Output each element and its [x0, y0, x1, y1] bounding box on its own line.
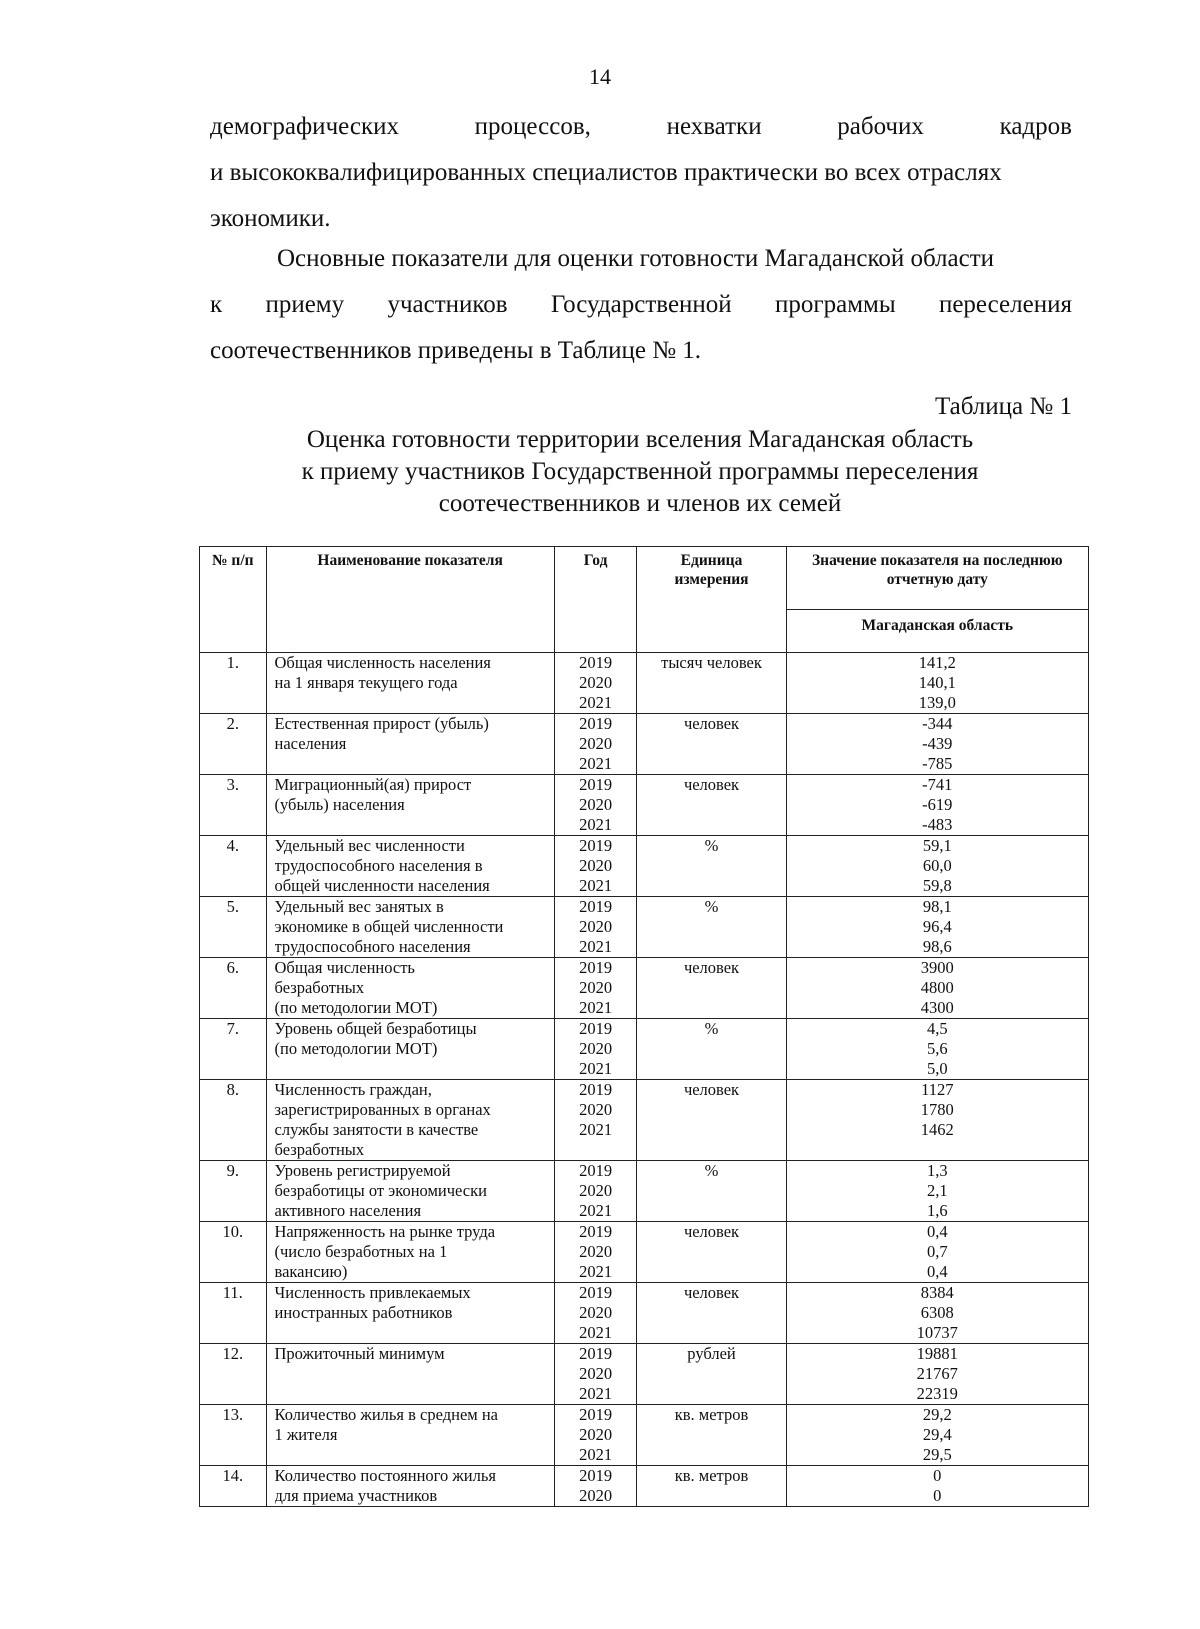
- indicator-name: [266, 958, 554, 1019]
- indicator-value: 0,4: [926, 1262, 948, 1281]
- year-value: 2020: [579, 734, 613, 753]
- indicator-value: 139,0: [918, 693, 956, 712]
- unit-cell: рублей: [637, 1344, 786, 1405]
- values-cell: [786, 1080, 1088, 1161]
- year-value: 2019: [579, 1405, 613, 1424]
- indicator-name: [266, 714, 554, 775]
- years-cell: [554, 1344, 637, 1405]
- indicator-name-line: трудоспособного населения в: [274, 856, 483, 875]
- indicator-name-line: Общая численность: [274, 958, 415, 977]
- years-cell: [554, 897, 637, 958]
- values-cell: [786, 1283, 1088, 1344]
- unit-cell: %: [637, 897, 786, 958]
- years-cell: [554, 1222, 637, 1283]
- values-cell: [786, 1344, 1088, 1405]
- year-value: 2020: [579, 673, 613, 692]
- year-value: 2021: [579, 1323, 613, 1342]
- indicator-value: -344: [922, 714, 953, 733]
- indicator-value: -483: [922, 815, 953, 834]
- indicator-name-line: трудоспособного населения: [274, 937, 471, 956]
- values-cell: [786, 1405, 1088, 1466]
- indicator-name-line: вакансию): [274, 1262, 348, 1281]
- header-value: Значение показателя на последнюю отчетную дату: [786, 547, 1088, 610]
- years-cell: [554, 958, 637, 1019]
- year-value: 2019: [579, 836, 613, 855]
- row-number: 6.: [200, 958, 267, 1019]
- unit-cell: человек: [637, 1080, 786, 1161]
- word: программы: [774, 291, 896, 318]
- indicator-name-line: населения: [274, 734, 347, 753]
- indicator-name: [266, 1019, 554, 1080]
- word: к: [210, 291, 223, 318]
- indicator-value: 1780: [920, 1100, 954, 1119]
- indicator-name-line: Удельный вес численности: [274, 836, 465, 855]
- indicator-name-line: Миграционный(ая) прирост: [274, 775, 472, 794]
- table-row: [200, 1466, 1089, 1507]
- year-value: 2020: [579, 1303, 613, 1322]
- indicator-value: 21767: [916, 1364, 958, 1383]
- indicator-name: [266, 1466, 554, 1507]
- years-cell: [554, 775, 637, 836]
- word: кадров: [999, 113, 1072, 140]
- header-unit: Единица измерения: [637, 547, 786, 653]
- indicator-value: 0: [933, 1486, 942, 1505]
- paragraph-1: [210, 104, 1072, 242]
- table-row: [200, 775, 1089, 836]
- values-cell: [786, 958, 1088, 1019]
- indicator-name-line: Уровень регистрируемой: [274, 1161, 451, 1180]
- indicator-name-line: (по методологии МОТ): [274, 1039, 438, 1058]
- year-value: 2019: [579, 1283, 613, 1302]
- years-cell: [554, 1080, 637, 1161]
- year-value: 2021: [579, 693, 613, 712]
- indicator-value: 60,0: [922, 856, 952, 875]
- word: приему: [265, 291, 345, 318]
- indicator-name-line: Удельный вес занятых в: [274, 897, 444, 916]
- word: процессов,: [474, 113, 591, 140]
- years-cell: [554, 1019, 637, 1080]
- indicator-value: -439: [922, 734, 953, 753]
- indicator-value: 0,7: [926, 1242, 948, 1261]
- indicator-name-line: иностранных работников: [274, 1303, 453, 1322]
- year-value: 2021: [579, 1120, 613, 1139]
- row-number: 8.: [200, 1080, 267, 1161]
- row-number: 3.: [200, 775, 267, 836]
- year-value: 2019: [579, 714, 613, 733]
- indicator-value: 10737: [916, 1323, 958, 1342]
- table-body: [200, 653, 1089, 1507]
- indicator-name-line: Численность граждан,: [274, 1080, 432, 1099]
- table-row: [200, 897, 1089, 958]
- indicator-value: 4,5: [926, 1019, 948, 1038]
- table-row: [200, 958, 1089, 1019]
- unit-cell: %: [637, 1161, 786, 1222]
- indicator-name-line: (по методологии МОТ): [274, 998, 438, 1017]
- unit-cell: %: [637, 836, 786, 897]
- row-number: 2.: [200, 714, 267, 775]
- year-value: 2020: [579, 1486, 613, 1505]
- year-value: 2021: [579, 876, 613, 895]
- indicator-name-line: службы занятости в качестве: [274, 1120, 479, 1139]
- paragraph-1-line-2: и высококвалифицированных специалистов практически во всех отраслях: [210, 159, 1002, 186]
- indicator-name: [266, 1283, 554, 1344]
- years-cell: [554, 1161, 637, 1222]
- year-value: 2020: [579, 978, 613, 997]
- year-value: 2021: [579, 815, 613, 834]
- indicator-name: [266, 775, 554, 836]
- paragraph-2: [210, 236, 1072, 374]
- indicator-value: -619: [922, 795, 953, 814]
- indicator-name-line: (число безработных на 1: [274, 1242, 448, 1261]
- indicator-value: 4800: [920, 978, 954, 997]
- indicator-value: 1127: [921, 1080, 954, 1099]
- values-cell: [786, 653, 1088, 714]
- indicator-value: 59,8: [922, 876, 952, 895]
- table-row: [200, 1344, 1089, 1405]
- row-number: 13.: [200, 1405, 267, 1466]
- table-row: [200, 714, 1089, 775]
- year-value: 2021: [579, 1262, 613, 1281]
- indicator-name-line: зарегистрированных в органах: [274, 1100, 491, 1119]
- table-row: [200, 1019, 1089, 1080]
- indicator-name-line: Естественная прирост (убыль): [274, 714, 489, 733]
- year-value: 2021: [579, 1201, 613, 1220]
- row-number: 1.: [200, 653, 267, 714]
- indicator-value: 2,1: [926, 1181, 948, 1200]
- row-number: 14.: [200, 1466, 267, 1507]
- indicator-value: 59,1: [922, 836, 952, 855]
- indicator-name-line: (убыль) населения: [274, 795, 405, 814]
- values-cell: [786, 897, 1088, 958]
- indicator-name-line: Численность привлекаемых: [274, 1283, 471, 1302]
- years-cell: [554, 1283, 637, 1344]
- indicator-value: 29,4: [922, 1425, 952, 1444]
- indicator-value: 6308: [920, 1303, 954, 1322]
- indicator-name: [266, 653, 554, 714]
- table-row: [200, 653, 1089, 714]
- indicator-name-line: Количество жилья в среднем на: [274, 1405, 498, 1424]
- indicator-value: 0: [933, 1466, 942, 1485]
- year-value: 2020: [579, 1364, 613, 1383]
- unit-cell: кв. метров: [637, 1466, 786, 1507]
- year-value: 2019: [579, 1222, 613, 1241]
- unit-cell: человек: [637, 958, 786, 1019]
- year-value: 2020: [579, 1039, 613, 1058]
- year-value: 2019: [579, 1466, 613, 1485]
- indicator-value: 5,6: [926, 1039, 948, 1058]
- word: рабочих: [837, 113, 924, 140]
- word: переселения: [938, 291, 1072, 318]
- indicator-name-line: безработных: [274, 1140, 365, 1159]
- values-cell: [786, 836, 1088, 897]
- values-cell: [786, 1222, 1088, 1283]
- table-row: [200, 1161, 1089, 1222]
- indicator-name: [266, 836, 554, 897]
- row-number: 4.: [200, 836, 267, 897]
- table-title-line-2: к приему участников Государственной программы переселения: [301, 458, 979, 485]
- unit-cell: человек: [637, 1222, 786, 1283]
- indicator-name-line: безработных: [274, 978, 365, 997]
- header-name: Наименование показателя: [266, 547, 554, 653]
- indicator-value: 1,3: [926, 1161, 948, 1180]
- indicator-name-line: Количество постоянного жилья: [274, 1466, 496, 1485]
- table-row: [200, 1222, 1089, 1283]
- indicator-name: [266, 1344, 554, 1405]
- year-value: 2019: [579, 1080, 613, 1099]
- indicator-name-line: безработицы от экономически: [274, 1181, 487, 1200]
- header-year: Год: [554, 547, 637, 653]
- indicator-value: 0,4: [926, 1222, 948, 1241]
- indicator-value: 96,4: [922, 917, 952, 936]
- indicator-name-line: 1 жителя: [274, 1425, 338, 1444]
- unit-cell: человек: [637, 1283, 786, 1344]
- word: участников: [387, 291, 508, 318]
- indicator-value: 140,1: [918, 673, 956, 692]
- years-cell: [554, 653, 637, 714]
- row-number: 12.: [200, 1344, 267, 1405]
- years-cell: [554, 1466, 637, 1507]
- indicator-name-line: Общая численность населения: [274, 653, 491, 672]
- unit-cell: кв. метров: [637, 1405, 786, 1466]
- indicator-name: [266, 1405, 554, 1466]
- indicator-value: 19881: [916, 1344, 958, 1363]
- indicator-value: 29,2: [922, 1405, 952, 1424]
- year-value: 2019: [579, 958, 613, 977]
- indicator-value: 1462: [920, 1120, 954, 1139]
- indicator-value: 98,6: [922, 937, 952, 956]
- values-cell: [786, 1161, 1088, 1222]
- indicator-name-line: для приема участников: [274, 1486, 438, 1505]
- indicator-value: 141,2: [918, 653, 956, 672]
- year-value: 2019: [579, 897, 613, 916]
- indicator-value: 8384: [920, 1283, 954, 1302]
- year-value: 2020: [579, 795, 613, 814]
- year-value: 2019: [579, 775, 613, 794]
- values-cell: [786, 775, 1088, 836]
- year-value: 2021: [579, 1384, 613, 1403]
- year-value: 2021: [579, 998, 613, 1017]
- values-cell: [786, 1466, 1088, 1507]
- year-value: 2020: [579, 1425, 613, 1444]
- indicator-name-line: на 1 января текущего года: [274, 673, 458, 692]
- paragraph-1-line-1: [210, 104, 1072, 150]
- paragraph-2-line-3: соотечественников приведены в Таблице № 1.: [210, 337, 702, 364]
- indicator-value: 4300: [920, 998, 954, 1017]
- page-number: 14: [589, 64, 611, 89]
- year-value: 2019: [579, 1344, 613, 1363]
- table-label: Таблица № 1: [934, 393, 1072, 420]
- indicator-name: [266, 1222, 554, 1283]
- indicator-name-line: Прожиточный минимум: [274, 1344, 445, 1363]
- row-number: 5.: [200, 897, 267, 958]
- year-value: 2021: [579, 1059, 613, 1078]
- table-row: [200, 1080, 1089, 1161]
- year-value: 2019: [579, 1161, 613, 1180]
- indicator-name: [266, 897, 554, 958]
- word: демографических: [210, 113, 399, 140]
- unit-cell: %: [637, 1019, 786, 1080]
- indicator-name-line: активного населения: [274, 1201, 422, 1220]
- table-row: [200, 1405, 1089, 1466]
- indicator-value: 98,1: [922, 897, 952, 916]
- indicator-value: 5,0: [926, 1059, 948, 1078]
- table-row: [200, 836, 1089, 897]
- paragraph-2-line-1: Основные показатели для оценки готовности Магаданской области: [277, 245, 995, 272]
- unit-cell: человек: [637, 775, 786, 836]
- years-cell: [554, 836, 637, 897]
- values-cell: [786, 1019, 1088, 1080]
- indicator-value: 22319: [916, 1384, 958, 1403]
- years-cell: [554, 1405, 637, 1466]
- indicator-value: 1,6: [926, 1201, 948, 1220]
- year-value: 2019: [579, 653, 613, 672]
- header-num: № п/п: [200, 547, 267, 653]
- indicator-value: -741: [922, 775, 953, 794]
- year-value: 2021: [579, 754, 613, 773]
- paragraph-2-line-2: [210, 282, 1072, 328]
- row-number: 11.: [200, 1283, 267, 1344]
- indicator-name-line: Напряженность на рынке труда: [274, 1222, 496, 1241]
- indicators-table: [199, 546, 1089, 1507]
- indicator-name-line: экономике в общей численности: [274, 917, 504, 936]
- word: Государственной: [550, 291, 732, 318]
- year-value: 2019: [579, 1019, 613, 1038]
- table-title-line-3: соотечественников и членов их семей: [438, 490, 842, 517]
- unit-cell: человек: [637, 714, 786, 775]
- paragraph-1-line-3: экономики.: [210, 205, 331, 232]
- year-value: 2021: [579, 1445, 613, 1464]
- indicator-name-line: Уровень общей безработицы: [274, 1019, 477, 1038]
- year-value: 2020: [579, 1242, 613, 1261]
- unit-cell: тысяч человек: [637, 653, 786, 714]
- table-title: [210, 424, 1070, 520]
- values-cell: [786, 714, 1088, 775]
- indicator-name: [266, 1080, 554, 1161]
- year-value: 2021: [579, 937, 613, 956]
- header-region: Магаданская область: [786, 610, 1088, 653]
- table-row: [200, 1283, 1089, 1344]
- year-value: 2020: [579, 1100, 613, 1119]
- indicator-value: 29,5: [922, 1445, 952, 1464]
- years-cell: [554, 714, 637, 775]
- indicator-name-line: общей численности населения: [274, 876, 490, 895]
- indicator-value: 3900: [920, 958, 954, 977]
- table-title-line-1: Оценка готовности территории вселения Магаданская область: [306, 426, 974, 453]
- indicator-value: -785: [922, 754, 953, 773]
- year-value: 2020: [579, 917, 613, 936]
- year-value: 2020: [579, 856, 613, 875]
- year-value: 2020: [579, 1181, 613, 1200]
- indicator-name: [266, 1161, 554, 1222]
- row-number: 9.: [200, 1161, 267, 1222]
- row-number: 10.: [200, 1222, 267, 1283]
- word: нехватки: [666, 113, 762, 140]
- row-number: 7.: [200, 1019, 267, 1080]
